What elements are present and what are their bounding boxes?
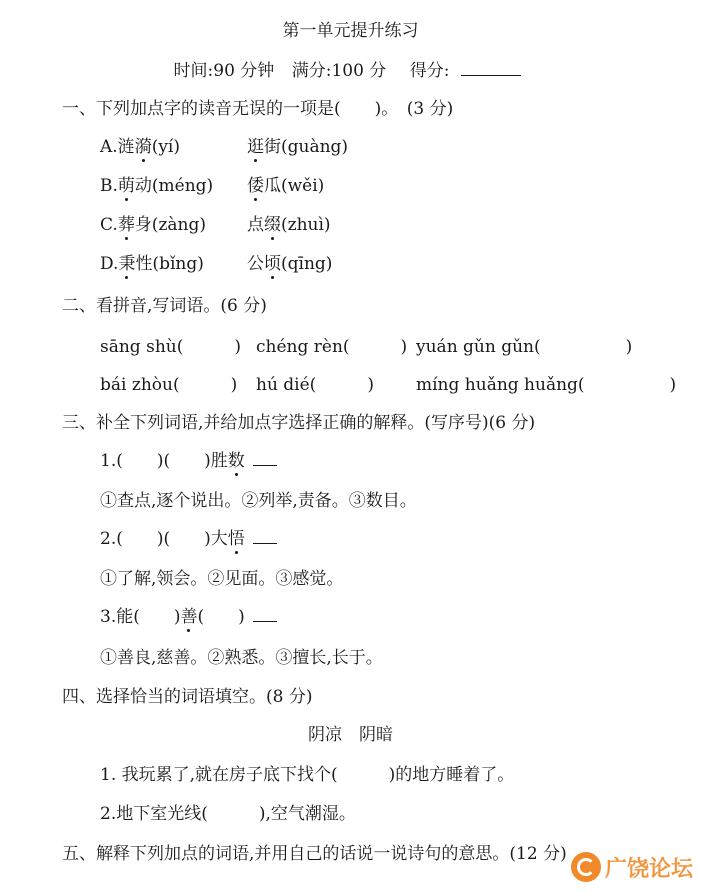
q3-item-3-options: ①善良,慈善。②熟悉。③擅长,长于。	[100, 648, 383, 668]
q1-option-b-1: B.萌动(méng)	[100, 176, 214, 196]
page-title: 第一单元提升练习	[282, 21, 419, 41]
q1-option-b-2: 倭瓜(wěi)	[247, 176, 325, 196]
q3-item-2: 2.( )( )大悟	[100, 528, 277, 550]
forum-logo-icon	[571, 852, 601, 882]
forum-watermark	[571, 849, 693, 885]
exam-meta	[0, 60, 701, 82]
watermark-text: 广饶论坛	[604, 856, 693, 882]
q1-heading: 一、下列加点字的读音无误的一项是( )。 (3 分)	[62, 99, 454, 119]
q1-option-d-2: 公顷(qīng)	[247, 254, 333, 274]
full-score: 满分:100 分	[291, 61, 387, 81]
q1-option-c-2: 点缀(zhuì)	[247, 215, 331, 235]
q2-pinyin-4: bái zhòu( )	[100, 375, 238, 395]
answer-blank[interactable]	[253, 529, 277, 544]
q4-sentence-2: 2.地下室光线( ),空气潮湿。	[100, 804, 356, 824]
answer-blank[interactable]	[253, 451, 277, 466]
q2-pinyin-2: chéng rèn( )	[256, 337, 408, 357]
q2-pinyin-1: sāng shù( )	[100, 337, 241, 357]
q4-sentence-1: 1. 我玩累了,就在房子底下找个( )的地方睡着了。	[100, 765, 515, 785]
q4-word-bank: 阴凉 阴暗	[308, 725, 393, 745]
q2-heading: 二、看拼音,写词语。(6 分)	[62, 296, 267, 316]
q3-item-2-options: ①了解,领会。②见面。③感觉。	[100, 569, 344, 589]
q1-option-a-1: A.涟漪(yí)	[100, 137, 180, 157]
q3-item-1: 1.( )( )胜数	[100, 450, 277, 472]
score-field	[404, 60, 528, 82]
q1-option-c-1: C.葬身(zàng)	[100, 215, 206, 235]
q2-pinyin-6: míng huǎng huǎng( )	[416, 375, 677, 395]
q2-pinyin-5: hú dié( )	[256, 375, 374, 395]
score-label: 得分:	[409, 61, 450, 81]
q2-pinyin-3: yuán gǔn gǔn( )	[416, 337, 633, 357]
q1-option-d-1: D.秉性(bǐng)	[100, 254, 204, 274]
q1-option-a-2: 逛街(guàng)	[247, 137, 349, 157]
q3-item-3: 3.能( )善( )	[100, 606, 277, 628]
score-blank[interactable]	[461, 60, 521, 76]
answer-blank[interactable]	[253, 607, 277, 622]
q4-heading: 四、选择恰当的词语填空。(8 分)	[62, 687, 313, 707]
q3-item-1-options: ①查点,逐个说出。②列举,责备。③数目。	[100, 491, 417, 511]
q3-heading: 三、补全下列词语,并给加点字选择正确的解释。(写序号)(6 分)	[62, 413, 536, 433]
q5-heading: 五、解释下列加点的词语,并用自己的话说一说诗句的意思。(12 分)	[62, 844, 567, 864]
time-limit: 时间:90 分钟	[173, 61, 275, 81]
